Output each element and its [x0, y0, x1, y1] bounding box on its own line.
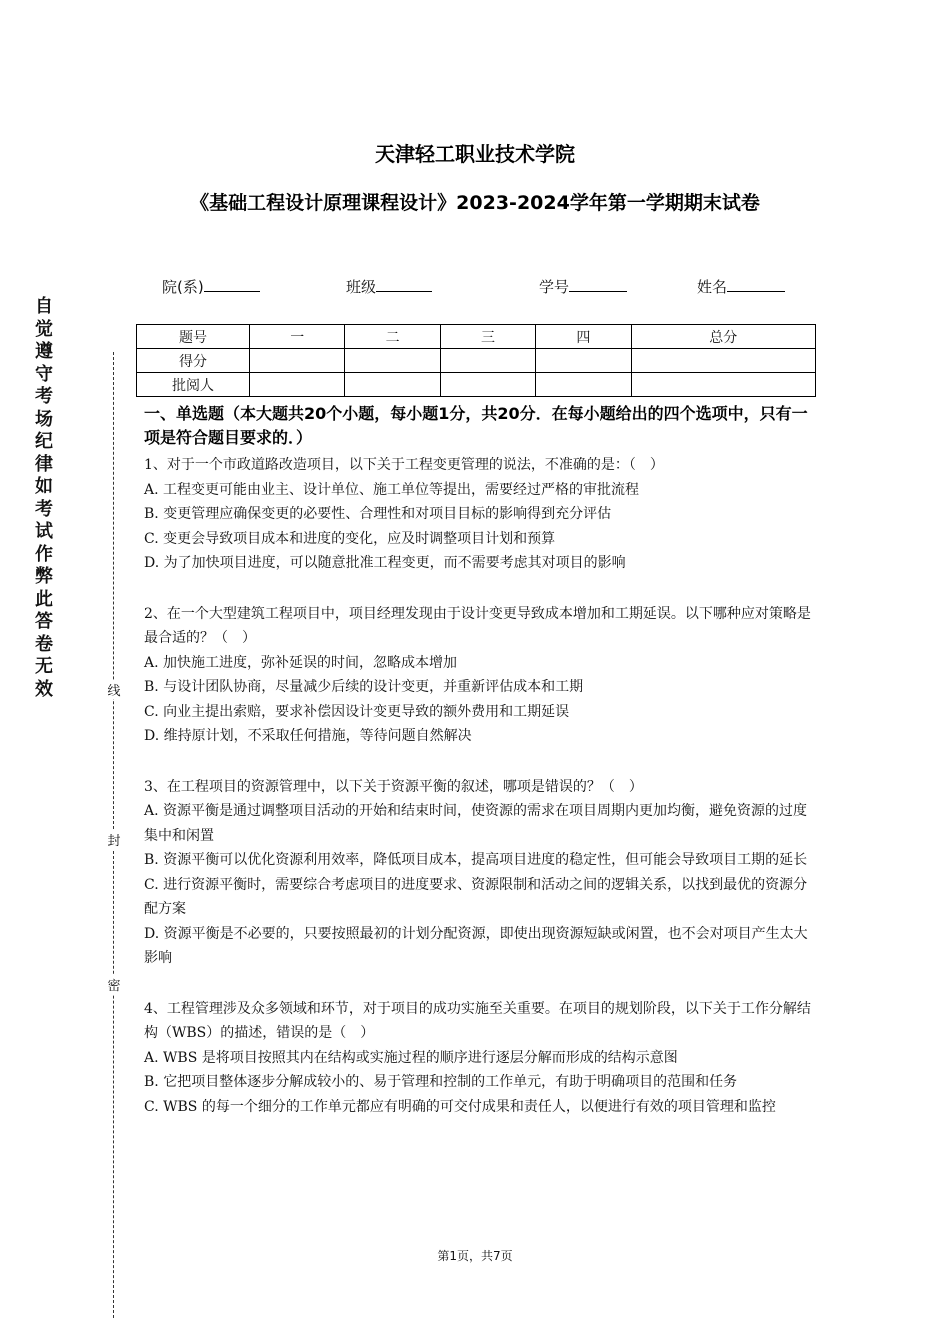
option-b[interactable]: B. 它把项目整体逐步分解成较小的、易于管理和控制的工作单元，有助于明确项目的范围和任务 [144, 1074, 738, 1090]
option-a[interactable]: A. WBS 是将项目按照其内在结构或实施过程的顺序进行逐层分解而形成的结构示意图 [144, 1049, 678, 1066]
table-row [137, 373, 816, 397]
option-a[interactable]: A. 加快施工进度，弥补延误的时间，忽略成本增加 [144, 654, 458, 671]
score-table [136, 324, 816, 397]
option-c[interactable]: C. WBS 的每一个细分的工作单元都应有明确的可交付成果和责任人，以便进行有效的项目管理和监控 [144, 1098, 776, 1115]
grader-cell[interactable] [440, 373, 535, 397]
table-row [137, 349, 816, 373]
option-d[interactable]: D. 为了加快项目进度，可以随意批准工程变更，而不需要考虑其对项目的影响 [144, 555, 626, 571]
option-b[interactable]: B. 变更管理应确保变更的必要性、合理性和对项目目标的影响得到充分评估 [144, 506, 612, 522]
name-blank[interactable] [727, 277, 785, 292]
question-2 [144, 602, 816, 749]
question-3 [144, 775, 816, 971]
score-cell[interactable] [250, 349, 345, 373]
dept-field [162, 276, 260, 297]
grader-cell[interactable] [250, 373, 345, 397]
col-header: 总分 [631, 325, 815, 349]
col-header: 一 [250, 325, 345, 349]
score-cell[interactable] [440, 349, 535, 373]
score-cell[interactable] [536, 349, 631, 373]
col-header: 二 [345, 325, 440, 349]
page-number: 第1页，共7页 [437, 1249, 513, 1263]
table-row [137, 325, 816, 349]
name-label: 姓名 [697, 278, 728, 296]
binding-mark-secret: 密 [106, 975, 122, 994]
grader-cell[interactable] [631, 373, 815, 397]
grader-cell[interactable] [345, 373, 440, 397]
grader-cell[interactable] [536, 373, 631, 397]
row-label-score: 得分 [137, 349, 250, 373]
exam-content [144, 402, 816, 1119]
name-field [697, 276, 785, 297]
option-c[interactable]: C. 变更会导致项目成本和进度的变化，应及时调整项目计划和预算 [144, 530, 556, 547]
option-d[interactable]: D. 维持原计划，不采取任何措施，等待问题自然解决 [144, 728, 472, 744]
class-field [346, 276, 432, 297]
binding-mark-seal: 封 [106, 830, 122, 849]
option-d[interactable]: D. 资源平衡是不必要的，只要按照最初的计划分配资源，即使出现资源短缺或闲置，也不会对项目产生太大影响 [144, 925, 808, 966]
row-label-question: 题号 [137, 325, 250, 349]
dept-label: 院(系) [162, 278, 204, 296]
score-cell[interactable] [631, 349, 815, 373]
exam-title: 《基础工程设计原理课程设计》2023-2024学年第一学期期末试卷 [190, 192, 760, 214]
section-heading: 一、单选题（本大题共20个小题，每小题1分，共20分．在每小题给出的四个选项中，只有一项是符合题目要求的．） [144, 404, 808, 447]
col-header: 三 [440, 325, 535, 349]
dept-blank[interactable] [204, 277, 260, 292]
score-cell[interactable] [345, 349, 440, 373]
question-stem: 1、对于一个市政道路改造项目，以下关于工程变更管理的说法，不准确的是：（ ） [144, 457, 664, 473]
question-1 [144, 453, 816, 576]
class-blank[interactable] [376, 277, 432, 292]
option-c[interactable]: C. 进行资源平衡时，需要综合考虑项目的进度要求、资源限制和活动之间的逻辑关系，以找到最优的资源分配方案 [144, 876, 808, 917]
question-stem: 2、在一个大型建筑工程项目中，项目经理发现由于设计变更导致成本增加和工期延误。以下哪种应对策略是最合适的？（ ） [144, 605, 811, 646]
exam-warning-vertical: 自觉遵守考场纪律如考试作弊此答卷无效 [35, 296, 53, 700]
id-field [539, 276, 627, 297]
option-b[interactable]: B. 资源平衡可以优化资源利用效率，降低项目成本，提高项目进度的稳定性，但可能会导致项目工期的延长 [144, 852, 808, 868]
option-c[interactable]: C. 向业主提出索赔，要求补偿因设计变更导致的额外费用和工期延误 [144, 703, 570, 720]
id-blank[interactable] [569, 277, 627, 292]
class-label: 班级 [346, 278, 377, 296]
school-name: 天津轻工职业技术学院 [375, 142, 575, 166]
col-header: 四 [536, 325, 631, 349]
question-4 [144, 997, 816, 1120]
row-label-grader: 批阅人 [137, 373, 250, 397]
id-label: 学号 [539, 278, 570, 296]
option-a[interactable]: A. 工程变更可能由业主、设计单位、施工单位等提出，需要经过严格的审批流程 [144, 481, 640, 498]
option-a[interactable]: A. 资源平衡是通过调整项目活动的开始和结束时间，使资源的需求在项目周期内更加均衡，避免资源的过度集中和闲置 [144, 803, 808, 844]
option-b[interactable]: B. 与设计团队协商，尽量减少后续的设计变更，并重新评估成本和工期 [144, 679, 584, 695]
question-stem: 3、在工程项目的资源管理中，以下关于资源平衡的叙述，哪项是错误的？（ ） [144, 778, 643, 795]
binding-mark-line: 线 [106, 680, 122, 699]
question-stem: 4、工程管理涉及众多领域和环节，对于项目的成功实施至关重要。在项目的规划阶段，以下关于工作分解结构（WBS）的描述，错误的是（ ） [144, 1000, 811, 1041]
